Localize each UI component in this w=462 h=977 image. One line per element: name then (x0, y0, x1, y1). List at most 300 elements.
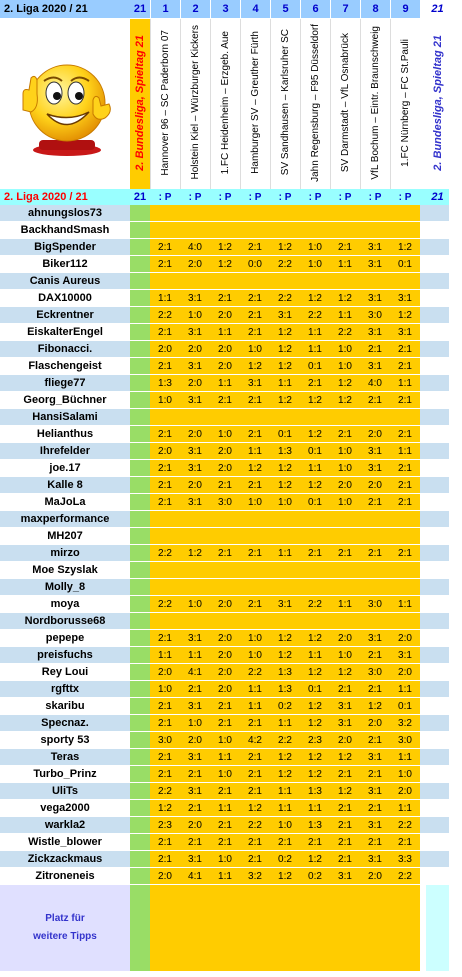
points-cell (130, 647, 150, 664)
tip-cell: 1:0 (270, 817, 300, 834)
tip-cell: 2:0 (390, 664, 420, 681)
tip-cell: 4:0 (360, 375, 390, 392)
table-row (0, 868, 449, 885)
tip-cell (150, 511, 180, 528)
tip-cell: 2:2 (330, 324, 360, 341)
player-name: Zitroneneis (0, 868, 130, 885)
tip-cell: 2:1 (390, 426, 420, 443)
tip-cell: 1:3 (270, 664, 300, 681)
tip-cell (390, 885, 420, 971)
tip-cell: 2:1 (240, 239, 270, 256)
table-row (0, 222, 449, 239)
row-end (426, 749, 449, 766)
player-name: warkla2 (0, 817, 130, 834)
row-end (426, 885, 449, 971)
points-cell (130, 868, 150, 885)
tip-cell: 0:1 (300, 681, 330, 698)
tip-cell (180, 222, 210, 239)
tip-cell: 2:2 (240, 664, 270, 681)
tip-cell: 1:2 (300, 715, 330, 732)
match-name-cell (300, 19, 330, 189)
tip-cell: 2:2 (270, 256, 300, 273)
tip-cell (330, 562, 360, 579)
tip-cell (240, 885, 270, 971)
player-name: UliTs (0, 783, 130, 800)
tip-cell: 2:1 (360, 494, 390, 511)
tip-cell: 2:1 (240, 851, 270, 868)
player-name: Teras (0, 749, 130, 766)
tip-cell: 1:2 (330, 392, 360, 409)
tip-cell (360, 511, 390, 528)
points-cell (130, 409, 150, 426)
tip-cell: 3:2 (390, 715, 420, 732)
match-number: 1 (150, 0, 180, 19)
tip-cell: 3:1 (360, 290, 390, 307)
tip-cell: 3:0 (390, 732, 420, 749)
tip-cell: 3:0 (360, 596, 390, 613)
tip-cell: 2:3 (150, 817, 180, 834)
tip-cell: 1:2 (300, 477, 330, 494)
tip-cell: 2:1 (150, 766, 180, 783)
match-name: Holstein Kiel – Würzburger Kickers (190, 25, 201, 180)
table-row (0, 732, 449, 749)
tip-cell (240, 613, 270, 630)
tip-cell: 4:2 (240, 732, 270, 749)
points-cell (130, 817, 150, 834)
tip-cell: 1:1 (330, 307, 360, 324)
match-number: 9 (390, 0, 420, 19)
tip-cell: 2:1 (360, 800, 390, 817)
tip-cell: 2:1 (330, 817, 360, 834)
tip-cell: 2:1 (210, 698, 240, 715)
tip-cell: 1:2 (270, 749, 300, 766)
tip-cell (240, 222, 270, 239)
tip-cell (390, 613, 420, 630)
tip-cell: 1:1 (180, 647, 210, 664)
points-label: : P (330, 189, 360, 205)
tip-cell: 2:0 (360, 426, 390, 443)
tip-cell (360, 528, 390, 545)
tip-cell: 1:2 (300, 851, 330, 868)
tip-cell: 1:2 (210, 256, 240, 273)
player-name: Fibonacci. (0, 341, 130, 358)
subheader-end: 21 (426, 189, 449, 205)
table-row (0, 460, 449, 477)
points-cell (130, 273, 150, 290)
more-tips-line1: Platz für (45, 913, 85, 924)
points-cell (130, 443, 150, 460)
tip-cell: 2:2 (270, 732, 300, 749)
table-row (0, 528, 449, 545)
points-label: : P (150, 189, 180, 205)
tip-cell: 2:1 (390, 834, 420, 851)
tip-cell: 3:2 (240, 868, 270, 885)
table-row (0, 324, 449, 341)
tip-cell: 2:1 (390, 358, 420, 375)
player-name: maxperformance (0, 511, 130, 528)
tip-cell: 2:0 (330, 732, 360, 749)
tip-cell: 2:1 (360, 766, 390, 783)
tip-cell (270, 562, 300, 579)
tip-cell: 2:1 (270, 834, 300, 851)
tip-cell: 2:1 (150, 426, 180, 443)
tip-cell: 2:0 (390, 630, 420, 647)
tip-cell: 2:1 (330, 426, 360, 443)
tip-cell: 4:0 (180, 239, 210, 256)
tip-cell (330, 511, 360, 528)
tip-cell: 3:1 (360, 239, 390, 256)
tip-cell (210, 205, 240, 222)
player-name: HansiSalami (0, 409, 130, 426)
tip-cell (240, 511, 270, 528)
points-cell (130, 341, 150, 358)
player-name: Turbo_Prinz (0, 766, 130, 783)
tip-cell: 0:2 (300, 868, 330, 885)
tip-cell: 1:0 (150, 392, 180, 409)
tip-cell (270, 613, 300, 630)
tip-cell: 1:2 (390, 239, 420, 256)
tip-cell: 2:1 (390, 341, 420, 358)
points-cell (130, 358, 150, 375)
tip-cell: 2:1 (150, 256, 180, 273)
tip-cell: 3:1 (180, 698, 210, 715)
tip-cell: 2:1 (180, 834, 210, 851)
tip-cell: 2:0 (180, 732, 210, 749)
tip-cell (330, 205, 360, 222)
points-cell (130, 290, 150, 307)
tip-cell: 2:1 (210, 817, 240, 834)
tip-cell: 1:2 (240, 460, 270, 477)
points-label: : P (210, 189, 240, 205)
points-cell (130, 664, 150, 681)
row-end (426, 681, 449, 698)
tip-cell (180, 273, 210, 290)
tip-cell: 1:2 (270, 239, 300, 256)
tip-cell: 2:1 (360, 341, 390, 358)
points-cell (130, 545, 150, 562)
tip-cell: 3:1 (360, 460, 390, 477)
row-end (426, 732, 449, 749)
row-end (426, 613, 449, 630)
points-cell (130, 494, 150, 511)
tip-cell: 1:2 (300, 766, 330, 783)
tip-cell (240, 562, 270, 579)
tip-cell: 2:1 (360, 681, 390, 698)
points-cell (130, 681, 150, 698)
tip-cell: 2:1 (240, 477, 270, 494)
tip-cell: 3:0 (360, 664, 390, 681)
tip-cell: 2:3 (300, 732, 330, 749)
table-row (0, 630, 449, 647)
table-row (0, 375, 449, 392)
table-row (0, 511, 449, 528)
tip-cell (300, 613, 330, 630)
tip-cell: 1:3 (300, 783, 330, 800)
tip-cell: 1:0 (180, 715, 210, 732)
tip-cell: 1:3 (270, 443, 300, 460)
tip-cell (330, 273, 360, 290)
tip-cell: 1:2 (330, 375, 360, 392)
tip-cell (300, 205, 330, 222)
table-row (0, 426, 449, 443)
player-name: Canis Aureus (0, 273, 130, 290)
tip-cell (150, 273, 180, 290)
tip-cell: 0:2 (270, 698, 300, 715)
row-end (426, 664, 449, 681)
tip-cell: 2:1 (150, 324, 180, 341)
tip-cell: 2:0 (150, 868, 180, 885)
tip-cell: 1:2 (300, 630, 330, 647)
tip-cell: 0:1 (390, 698, 420, 715)
player-name: Molly_8 (0, 579, 130, 596)
tip-cell (150, 205, 180, 222)
player-name: joe.17 (0, 460, 130, 477)
tip-cell: 3:1 (270, 307, 300, 324)
tip-cell: 2:0 (150, 341, 180, 358)
tip-cell (210, 613, 240, 630)
tip-cell: 1:1 (330, 256, 360, 273)
tip-cell (390, 409, 420, 426)
tip-cell (270, 273, 300, 290)
points-cell (130, 749, 150, 766)
points-cell (130, 732, 150, 749)
tip-cell: 2:1 (240, 290, 270, 307)
tip-cell (150, 613, 180, 630)
tip-cell (330, 409, 360, 426)
tip-cell: 3:1 (390, 290, 420, 307)
tip-cell: 0:0 (240, 256, 270, 273)
tip-cell: 2:2 (150, 783, 180, 800)
row-end (426, 460, 449, 477)
table-row (0, 290, 449, 307)
row-end (426, 800, 449, 817)
match-name: Jahn Regensburg – F95 Düsseldorf (310, 23, 321, 182)
tip-cell: 2:1 (240, 545, 270, 562)
tip-cell: 2:2 (300, 596, 330, 613)
table-row (0, 613, 449, 630)
row-end (426, 868, 449, 885)
tip-cell: 2:1 (150, 715, 180, 732)
row-end (426, 817, 449, 834)
player-name: Ihrefelder (0, 443, 130, 460)
tip-cell (330, 528, 360, 545)
tip-cell: 3:1 (330, 868, 360, 885)
tip-cell (180, 613, 210, 630)
match-number: 5 (270, 0, 300, 19)
points-cell (130, 375, 150, 392)
tip-cell: 3:1 (180, 392, 210, 409)
match-name: Hamburger SV – Greuther Fürth (250, 31, 261, 174)
tip-cell: 1:1 (300, 460, 330, 477)
tip-cell (360, 222, 390, 239)
tip-cell: 3:1 (360, 817, 390, 834)
row-end (426, 545, 449, 562)
tip-cell: 2:1 (150, 834, 180, 851)
tip-cell: 2:2 (240, 817, 270, 834)
tip-cell: 1:1 (240, 443, 270, 460)
tip-cell: 2:0 (180, 341, 210, 358)
tip-cell: 2:1 (360, 732, 390, 749)
side-label-left: 2. Bundesliga, Spieltag 21 (134, 34, 146, 171)
table-row (0, 698, 449, 715)
tip-cell (150, 885, 180, 971)
tip-cell: 1:2 (330, 290, 360, 307)
points-cell (130, 698, 150, 715)
tip-cell (360, 205, 390, 222)
tip-cell: 1:0 (240, 494, 270, 511)
tip-cell: 3:1 (180, 358, 210, 375)
tip-cell: 3:1 (360, 630, 390, 647)
tip-cell: 1:1 (270, 375, 300, 392)
points-cell (130, 205, 150, 222)
tip-cell: 1:1 (210, 868, 240, 885)
subheader-matchday: 21 (130, 189, 150, 205)
row-end (426, 256, 449, 273)
tip-cell: 1:2 (360, 698, 390, 715)
table-row (0, 239, 449, 256)
player-name: vega2000 (0, 800, 130, 817)
tip-cell: 3:1 (180, 749, 210, 766)
tip-cell: 1:2 (330, 664, 360, 681)
tip-cell (150, 562, 180, 579)
table-row (0, 307, 449, 324)
tip-cell: 1:1 (270, 545, 300, 562)
tip-cell: 1:1 (270, 715, 300, 732)
tip-cell: 2:1 (390, 494, 420, 511)
points-cell (130, 324, 150, 341)
tip-cell: 2:0 (390, 783, 420, 800)
more-tips-row (0, 885, 449, 971)
table-row (0, 664, 449, 681)
tip-cell: 1:2 (270, 392, 300, 409)
tip-cell: 1:2 (300, 664, 330, 681)
tip-cell: 2:1 (330, 834, 360, 851)
tip-cell: 0:1 (300, 494, 330, 511)
tip-cell (210, 579, 240, 596)
tip-cell (300, 511, 330, 528)
teams-row (0, 19, 449, 189)
points-cell (130, 766, 150, 783)
row-end (426, 630, 449, 647)
table-row (0, 477, 449, 494)
tip-cell: 1:2 (270, 766, 300, 783)
tip-cell: 2:1 (240, 324, 270, 341)
table-row (0, 545, 449, 562)
points-cell (130, 307, 150, 324)
tip-cell: 1:0 (210, 732, 240, 749)
tip-cell: 2:1 (240, 834, 270, 851)
tip-cell (360, 613, 390, 630)
tip-cell (180, 579, 210, 596)
player-name: DAX10000 (0, 290, 130, 307)
tip-cell: 2:0 (180, 375, 210, 392)
tip-cell: 2:0 (150, 664, 180, 681)
row-end (426, 409, 449, 426)
tip-cell: 3:1 (180, 324, 210, 341)
player-name: Wistle_blower (0, 834, 130, 851)
tip-cell: 1:1 (390, 681, 420, 698)
points-cell (130, 222, 150, 239)
tip-cell (180, 528, 210, 545)
tip-cell: 1:2 (300, 426, 330, 443)
table-row (0, 358, 449, 375)
match-number: 3 (210, 0, 240, 19)
tip-cell: 1:0 (210, 766, 240, 783)
points-cell (130, 783, 150, 800)
table-row (0, 851, 449, 868)
tip-cell (360, 885, 390, 971)
tip-cell: 1:2 (270, 477, 300, 494)
player-name: Biker112 (0, 256, 130, 273)
tip-cell (240, 273, 270, 290)
tip-cell: 1:2 (240, 800, 270, 817)
player-name: Rey Loui (0, 664, 130, 681)
tip-cell (240, 205, 270, 222)
tip-cell: 2:1 (150, 698, 180, 715)
row-end (426, 477, 449, 494)
tip-cell: 2:0 (360, 715, 390, 732)
tip-cell (300, 885, 330, 971)
tip-cell: 1:0 (180, 596, 210, 613)
tip-cell: 1:2 (270, 460, 300, 477)
tip-cell (270, 528, 300, 545)
row-end (426, 273, 449, 290)
tip-cell: 2:1 (240, 392, 270, 409)
table-row (0, 783, 449, 800)
tip-cell: 1:2 (180, 545, 210, 562)
table-row (0, 341, 449, 358)
tip-cell: 3:1 (270, 596, 300, 613)
tip-cell: 2:0 (330, 477, 360, 494)
player-name: BigSpender (0, 239, 130, 256)
tip-cell: 1:2 (300, 290, 330, 307)
table-row (0, 579, 449, 596)
tip-cell: 1:3 (300, 817, 330, 834)
row-end (426, 392, 449, 409)
tip-cell: 1:0 (330, 647, 360, 664)
points-cell (130, 511, 150, 528)
table-row (0, 817, 449, 834)
tip-cell: 1:2 (300, 698, 330, 715)
points-cell (130, 579, 150, 596)
tip-cell: 1:0 (300, 256, 330, 273)
tip-cell (270, 409, 300, 426)
tip-cell: 1:2 (150, 800, 180, 817)
tip-cell (360, 579, 390, 596)
match-name: SV Sandhausen – Karlsruher SC (280, 29, 291, 176)
tip-cell: 1:2 (330, 783, 360, 800)
tip-cell: 1:1 (210, 749, 240, 766)
tip-cell: 4:1 (180, 868, 210, 885)
tip-cell (270, 579, 300, 596)
tip-cell: 1:1 (300, 800, 330, 817)
points-cell (130, 800, 150, 817)
tip-cell (210, 511, 240, 528)
side-label-right: 2. Bundesliga, Spieltag 21 (431, 34, 444, 171)
tip-cell: 2:2 (390, 817, 420, 834)
tip-cell: 2:1 (210, 783, 240, 800)
tip-cell (330, 222, 360, 239)
tip-cell: 1:1 (390, 596, 420, 613)
match-name-cell (150, 19, 180, 189)
tip-cell: 1:2 (240, 358, 270, 375)
tip-cell: 2:0 (150, 443, 180, 460)
points-cell (130, 596, 150, 613)
row-end (426, 222, 449, 239)
tip-cell: 0:1 (300, 443, 330, 460)
tip-cell (180, 885, 210, 971)
tip-cell: 2:1 (330, 239, 360, 256)
